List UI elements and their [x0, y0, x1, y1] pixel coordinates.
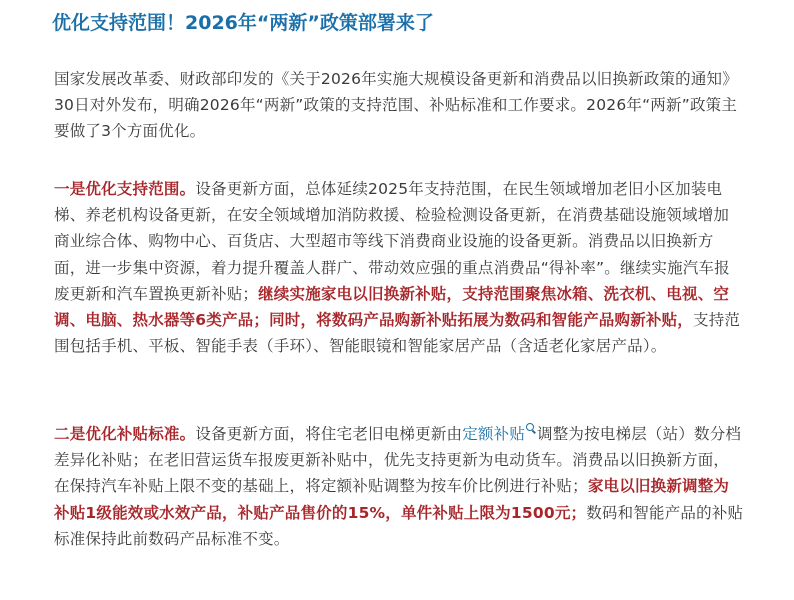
section2-emphasis: 家电以旧换新调整为补贴1级能效或水效产品，补贴产品售价的15%，单件补贴上限为1500元； — [54, 477, 730, 522]
section1-paragraph — [54, 176, 744, 359]
article-title: 优化支持范围！2026年“两新”政策部署来了 — [52, 12, 434, 34]
quota-subsidy-link[interactable]: 定额补贴 — [462, 425, 526, 443]
section1-emphasis: 继续实施家电以旧换新补贴，支持范围聚焦冰箱、洗衣机、电视、空调、电脑、热水器等6类产品；同时，将数码产品购新补贴拓展为数码和智能产品购新补贴， — [54, 284, 730, 330]
section2-text-b: 调整为按电梯层（站）数分档差异化补贴；在老旧营运货车报废更新补贴中，优先支持更新为电动货车。消费品以旧换新方面，在保持汽车补贴上限不变的基础上，将定额补贴调整为按车价比例进行补贴； — [54, 425, 742, 496]
section1-heading: 一是优化支持范围。 — [54, 180, 196, 198]
intro-paragraph: 国家发展改革委、财政部印发的《关于2026年实施大规模设备更新和消费品以旧换新政策的通知》30日对外发布，明确2026年“两新”政策的支持范围、补贴标准和工作要求。2026年“两新”政策主要做了3个方面优化。 — [54, 70, 738, 141]
section2-text-a: 设备更新方面，将住宅老旧电梯更新由 — [195, 425, 463, 443]
section2-paragraph — [54, 421, 744, 552]
section1-text-a: 设备更新方面，总体延续2025年支持范围，在民生领域增加老旧小区加装电梯、养老机构设备更新，在安全领域增加消防救援、检验检测设备更新，在消费基础设施领域增加商业综合体、购物中心、百货店、大型超市等线下消费商业设施的设备更新。消费品以旧换新方面，进一步集中资源，着力提升覆盖人群广、带动效应强的重点消费品“得补率”。继续实施汽车报废更新和汽车置换更新补贴； — [54, 180, 730, 303]
section2-text-c: 数码和智能产品的补贴标准保持此前数码产品标准不变。 — [54, 503, 744, 548]
search-icon[interactable] — [526, 423, 534, 431]
section1-text-b: 支持范围包括手机、平板、智能手表（手环）、智能眼镜和智能家居产品（含适老化家居产品）。 — [54, 311, 741, 356]
section2-heading: 二是优化补贴标准。 — [54, 425, 196, 443]
